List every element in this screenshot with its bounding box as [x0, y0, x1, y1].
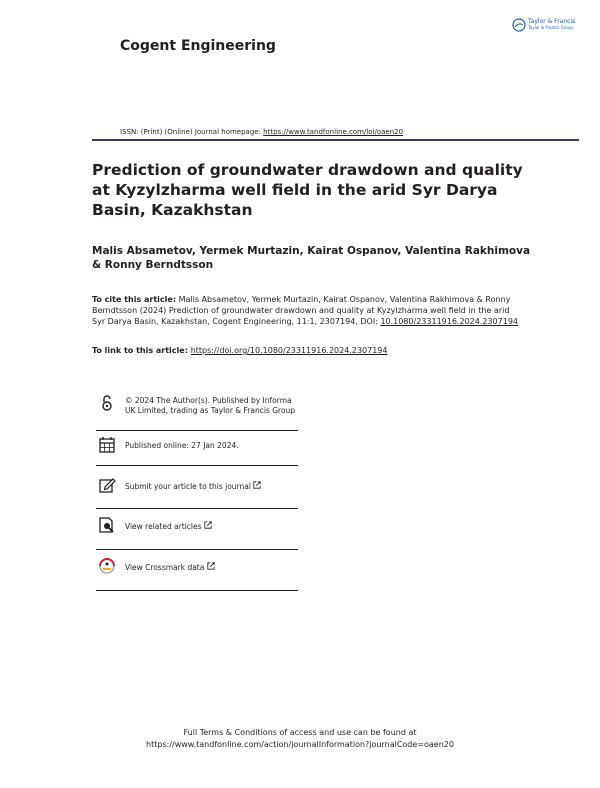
citation-doi-link[interactable]: 10.1080/23311916.2024.2307194 [380, 317, 519, 326]
published-text: Published online: 27 Jan 2024. [125, 441, 239, 450]
journal-homepage-link[interactable]: https://www.tandfonline.com/loi/oaen20 [263, 128, 404, 136]
license-text: © 2024 The Author(s). Published by Informa UK Limited, trading as Taylor & Francis Group [125, 396, 296, 415]
crossmark-link[interactable] [125, 562, 297, 573]
calendar-icon [98, 436, 116, 454]
article-doi-link[interactable]: https://doi.org/10.1080/23311916.2024.2307194 [190, 346, 388, 355]
published-row [96, 436, 298, 458]
publisher-logo-line1: Taylor & Francis [528, 18, 576, 25]
publisher-logo[interactable] [512, 18, 584, 38]
related-articles-icon [98, 516, 116, 534]
crossmark-icon [98, 557, 116, 575]
publisher-logo-icon [512, 18, 526, 32]
crossmark-text: View Crossmark data [125, 563, 205, 572]
license-row[interactable] [96, 394, 298, 430]
row-separator [96, 508, 298, 509]
open-access-icon [98, 394, 116, 412]
row-separator [96, 549, 298, 550]
article-title: Prediction of groundwater drawdown and quality at Kyzylzharma well field in the arid Syr Darya Basin, Kazakhstan [92, 161, 523, 219]
citation-text: Malis Absametov, Yermek Murtazin, Kairat Ospanov, Valentina Rakhimova & Ronny Berndtsson (2024) Prediction of groundwater drawdown and quality at Kyzylzharma well field in the arid Syr Darya Basin, Kazakhstan, Cogent Engineering, 11:1, 2307194, DOI: [92, 295, 511, 326]
article-link-label: To link to this article: [92, 346, 191, 355]
related-link[interactable] [125, 521, 297, 532]
row-separator [96, 430, 298, 431]
submit-text: Submit your article to this journal [125, 482, 251, 491]
header-rule [92, 139, 579, 141]
issn-line [120, 128, 403, 136]
issn-prefix: ISSN: (Print) (Online) Journal homepage: [120, 128, 264, 136]
row-separator [96, 590, 298, 591]
related-row[interactable] [96, 516, 298, 538]
external-link-icon [207, 562, 215, 570]
citation [92, 294, 522, 327]
article-link-line [92, 346, 522, 355]
crossmark-row[interactable] [96, 557, 298, 579]
submit-row[interactable] [96, 476, 298, 498]
citation-label: To cite this article: [92, 295, 177, 304]
external-link-icon [204, 521, 212, 529]
footer-terms-link[interactable]: https://www.tandfonline.com/action/journalInformation?journalCode=oaen20 [146, 740, 454, 749]
external-link-icon [253, 481, 261, 489]
publisher-logo-line2: Taylor & Francis Group [528, 25, 573, 30]
journal-title: Cogent Engineering [120, 38, 276, 54]
edit-icon [98, 476, 116, 494]
submit-link[interactable] [125, 481, 297, 492]
row-separator [96, 465, 298, 466]
authors: Malis Absametov, Yermek Murtazin, Kairat Ospanov, Valentina Rakhimova & Ronny Berndtsson [92, 245, 531, 271]
related-text: View related articles [125, 522, 202, 531]
footer-terms-text: Full Terms & Conditions of access and use can be found at [183, 728, 417, 737]
footer [0, 727, 600, 751]
